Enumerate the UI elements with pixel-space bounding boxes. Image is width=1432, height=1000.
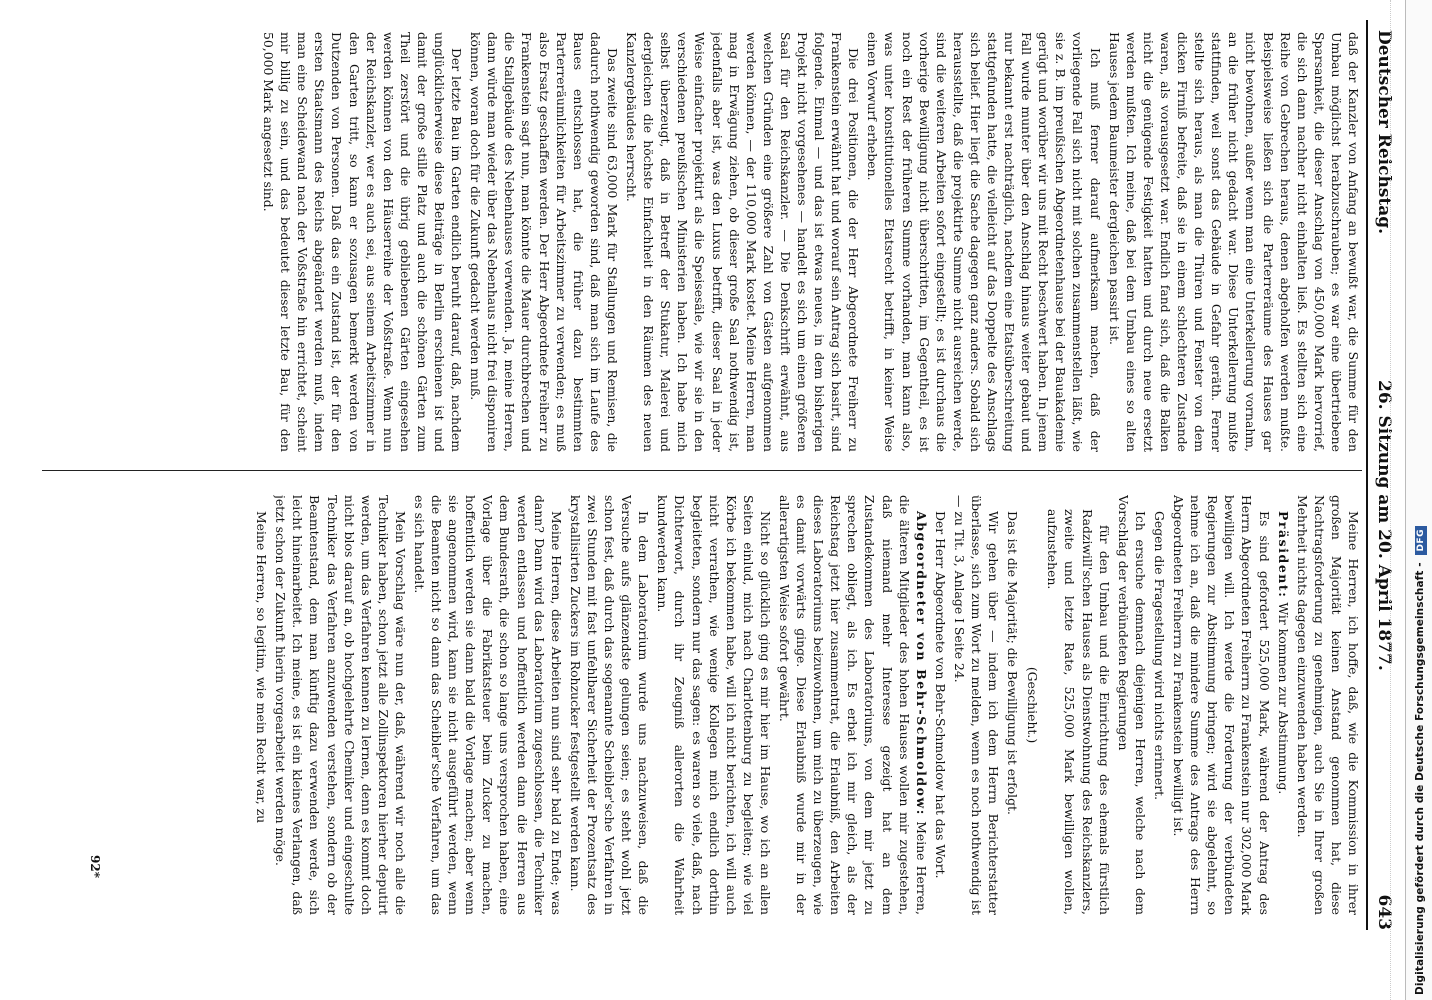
left-paragraph: Der letzte Bau im Garten endlich beruht darauf, daß, nachdem unglücklicherweise diese Beiträge in Berlin erschienen ist und damit der große stille Platz und auch die schönen Gärten zum Theil zerstört und die übrig gebliebenen Gärten eingesehen werden können von den Häuserreihe der Voßstraße. Wenn nun der Reichskanzler, wer es auch sei, aus seinem Arbeitszimmer in den Garten tritt, so kann er sozusagen bemerkt werden von Dutzenden von Personen. Daß das ein Zustand ist, der für den ersten Staatsmann des Reichs abgeändert werden muß, indem man eine Scheidewand nach der Voßstraße hin errichtet, scheint mir billig zu sein, und das bedeutet dieser letzte Bau, für den 50,000 Mark angesetzt sind. xyxy=(261,32,465,452)
right-paragraph: Ich ersuche demnach diejenigen Herren, welche nach dem Vorschlag der verbündeten Regierungen xyxy=(1115,495,1148,915)
printer-signature: 92* xyxy=(88,855,102,878)
header-session-date: 26. Sitzung am 20. April 1877. xyxy=(1374,380,1394,671)
motion-text: für den Umbau und die Einrichtung des ehemals fürstlich Radziwill'schen Hauses als Dienstwohnung des Reichskanzlers, zweite und letzte Rate, 525,000 Mark bewilligen wollen, aufzustehen. xyxy=(1045,509,1112,915)
page-number: 643 xyxy=(1374,894,1394,930)
right-paragraph: Gegen die Fragestellung wird nichts erinnert. xyxy=(1151,511,1167,801)
right-paragraph: Der Herr Abgeordnete von Behr-Schmoldow hat das Wort. xyxy=(932,511,948,879)
speaker-name: Präsident: xyxy=(1275,511,1291,599)
digitization-credit-text: Digitalisierung gefördert durch die Deutsche Forschungsgemeinschaft - xyxy=(1414,562,1426,995)
right-paragraph: Mein Vorschlag wäre nun der, daß, während wir noch alle die Techniker haben, schon jetzt alle Zollinspektoren hierher deputirt werden, um das Verfahren kennen zu lernen, denn es kommt doch nicht blos darauf an, ob hochgelehrte Chemiker und eingeschulte Techniker das Verfahren anzuwenden verstehen, sondern ob der Beamtenstand, dem man künftig dazu verwenden werde, sich leicht hineinarbeitet. Ich meine, es ist ein kleines Verlangen, daß jetzt schon der Zukunft hierin vorgearbeitet werden möge. xyxy=(273,495,408,915)
speaker-paragraph xyxy=(776,495,930,915)
stage-direction: (Geschieht.) xyxy=(1025,666,1041,744)
left-paragraph: Das zweite sind 63,000 Mark für Stallungen und Remisen, die dadurch nothwendig geworden sind, daß man sich im Laufe des Baues entschlossen hat, die früher dazu bestimmten Parterreräumlichkeiten für Arbeitszimmer zu verwenden; es muß also Ersatz geschaffen werden. Der Herr Abgeordnete Freiherr zu Frankenstein sagt nun, man könnte die Mauer durchbrechen und die Stallgebäude des Nebenhauses verwenden. Ja, meine Herren, dann würde man wieder über das Nebenhaus nicht frei disponiren können, woran doch für die Zukunft gedacht werden muß. xyxy=(468,32,620,452)
right-paragraph: Das ist die Majorität; die Bewilligung ist erfolgt. xyxy=(1005,511,1021,815)
speaker-paragraph xyxy=(1275,495,1292,915)
right-text-column xyxy=(32,495,1362,915)
right-paragraph: Meine Herren, diese Arbeiten nun sind sehr bald zu Ende; was dann? Dann wird das Laboratorium zugeschlossen, die Techniker werden entlassen und hoffentlich werden dann die Herren aus dem Bundesrath, die schon so lange uns versprochen haben, eine Vorlage über die Fabrikatsteuer beim Zucker zu machen, hoffentlich werden sie dann bald die Vorlage machen; aber wenn sie angenommen wird, kann sie nicht ausgeführt werden, wenn die Beamten nicht so dann das Scheibler'sche Verfahren, um das es sich handelt. xyxy=(412,495,564,915)
header-rule xyxy=(1366,20,1368,930)
header-publication-title: Deutscher Reichstag. xyxy=(1374,30,1394,235)
speaker-text: Meine Herren, die älteren Mitglieder des hohen Hauses wollen mir zugestehen, daß niemand mehr Interesse gezeigt hat an dem Zustandekommen des Laboratoriums, von dem mir jetzt zu sprechen obliegt, als ich. Es erbat ich mir gleich, als der Reichstag jetzt hier zusammentrat, die Erlaubniß, den Arbeiten dieses Laboratoriums beizuwohnen, um mich zu überzeugen, wie es damit vorwärts ginge. Diese Erlaubniß wurde mir in der allerartigsten Weise sofort gewährt. xyxy=(777,495,929,915)
right-paragraph: Meine Herren, so legitim, wie mein Recht war, zu xyxy=(254,511,270,824)
digitization-credit xyxy=(1414,526,1427,995)
scan-edge-line xyxy=(1390,0,1392,1000)
left-paragraph: Ich muß ferner darauf aufmerksam machen, daß der vorliegende Fall sich nicht mit solchen zusammenstellen läßt, wie sie z. B. im preußischen Abgeordnetenhause bei der Bauakademie gerügt und worüber wir uns mit Recht beschwert haben. In jenem Fall wurde munter über den Anschlag hinaus weiter gebaut und nur bekannt erst nachträglich, nachdem eine Etatsüberschreitung stattgefunden hatte, die vielleicht auf das Doppelte des Anschlags sich belief. Hier liegt die Sache dagegen ganz anders. Sobald sich herausstellte, daß die projektirte Summe nicht ausreichen werde, sind die weiteren Arbeiten sofort eingestellt; es ist durchaus die vorherige Bewilligung nicht überschritten, im Gegentheil, es ist noch ein Rest der früheren Summe vorhanden, man kann also, was unter konstitutionelles Etatsrecht betrifft, in keiner Weise einen Vorwurf erheben. xyxy=(865,32,1103,452)
digitization-sidebar xyxy=(1405,0,1432,1000)
right-paragraph: Nicht so glücklich ging es mir hier im Hause, wo ich an allen Seiten einlud, mich nach Charlottenburg zu begleiten; wie viel Körbe ich bekommen habe, will ich nicht berichten, ich will auch nicht verrathen, wie wenige Kollegen mich endlich dorthin begleiteten, sondern nur das sagen: es waren so viele, daß, nach Dichterwort, durch ihr Zeugniß allerorten die Wahrheit kundwerden kann. xyxy=(655,495,773,915)
right-paragraph: Meine Herren, ich hoffe, daß, wie die Kommission in ihrer großen Majorität keinen Anstand genommen hat, diese Nachtragsforderung zu genehmigen, auch Sie in Ihrer großen Mehrheit nichts dagegen einzuwenden haben werden. xyxy=(1294,495,1361,915)
left-paragraph: Die drei Positionen, die der Herr Abgeordnete Freiherr zu Frankenstein erwähnt hat und worauf sein Antrag sich basirt, sind folgende. Einmal — und das ist etwas neues, in dem bisherigen Projekt nicht vorgesehenes — handelt es sich um einen größeren Saal für den Reichskanzler. — Die Denkschrift erwähnt, aus welchen Gründen eine größere Zahl von Gästen aufgenommen werden können, — der 110,000 Mark kostet. Meine Herren, man mag in Erwägung ziehen, ob dieser große Saal nothwendig ist, jedenfalls aber ist, was den Luxus betrifft, dieser Saal in jeder Weise einfacher projektirt als die Speisesäle, wie wir sie in den verschiedenen preußischen Ministerien haben. Ich habe mich selbst überzeugt, daß in Betreff der Stukatur, Malerei und dergleichen die höchste Einfachheit in den Räumen des neuen Kanzlergebäudes herrscht. xyxy=(624,32,862,452)
left-text-column xyxy=(32,32,1362,452)
left-paragraph: daß der Kanzler von Anfang an bewußt war, die Summe für den Umbau möglichst herabzuschrauben; es war eine übertriebene Sparsamkeit, die dieser Anschlag von 450,000 Mark hervorrief, die sich dann nachher nicht einhalten ließ. Es stellten sich eine Reihe von Gebrechen heraus, denen abgeholfen werden mußte. Beispielsweise ließen sich die Parterreräume des Hauses gar nicht bewohnen, außer wenn man eine Unterkellerung vornahm, an die früher nicht gedacht war. Diese Unterkellerung mußte stattfinden, weil sonst das Gebäude in Gefahr geräth. Ferner stellte sich heraus, als man die Thüren und Fenster von dem dicken Firniß befreite, daß sie in einem schlechteren Zustande waren, als vorausgesetzt war. Endlich fand sich, daß die Balken nicht die genügende Festigkeit hatten und durch neue ersetzt werden mußten. Ich meine, daß bei dem Umbau eines so alten Hauses jedem Baumeister dergleichen passirt ist. xyxy=(1106,32,1361,452)
right-paragraph: Wir gehen über — indem ich dem Herrn Berichterstatter überlasse, sich zum Wort zu melden, wenn es noch nothwendig ist — zu Tit. 3, Anlage I Seite 24. xyxy=(951,495,1002,915)
right-paragraph: Es sind gefordert 525,000 Mark, während der Antrag des Herrn Abgeordneten Freiherrn zu Frankenstein nur 302,000 Mark bewilligen will. Ich werde die Forderung der verbündeten Regierungen zur Abstimmung bringen; wird sie abgelehnt, so nehme ich an, daß die mindere Summe des Antrags des Herrn Abgeordneten Freiherrn zu Frankenstein bewilligt ist. xyxy=(1171,495,1272,915)
dfg-logo: DFG xyxy=(1415,526,1427,555)
speaker-text: Wir kommen zur Abstimmung. xyxy=(1275,602,1291,795)
right-paragraph: In dem Laboratorium wurde uns nachzuweisen, daß die Versuche aufs glänzendste gelungen seien; es steht wohl jetzt schon fest, daß durch das sogenannte Scheibler'sche Verfahren in zwei Stunden mit fast unfehlbarer Sicherheit der Prozentsatz des krystallisirten Zuckers im Rohzucker festgestellt werden kann. xyxy=(567,495,652,915)
column-divider xyxy=(42,470,1362,471)
speaker-name: Abgeordneter von Behr-Schmoldow: xyxy=(913,511,929,816)
